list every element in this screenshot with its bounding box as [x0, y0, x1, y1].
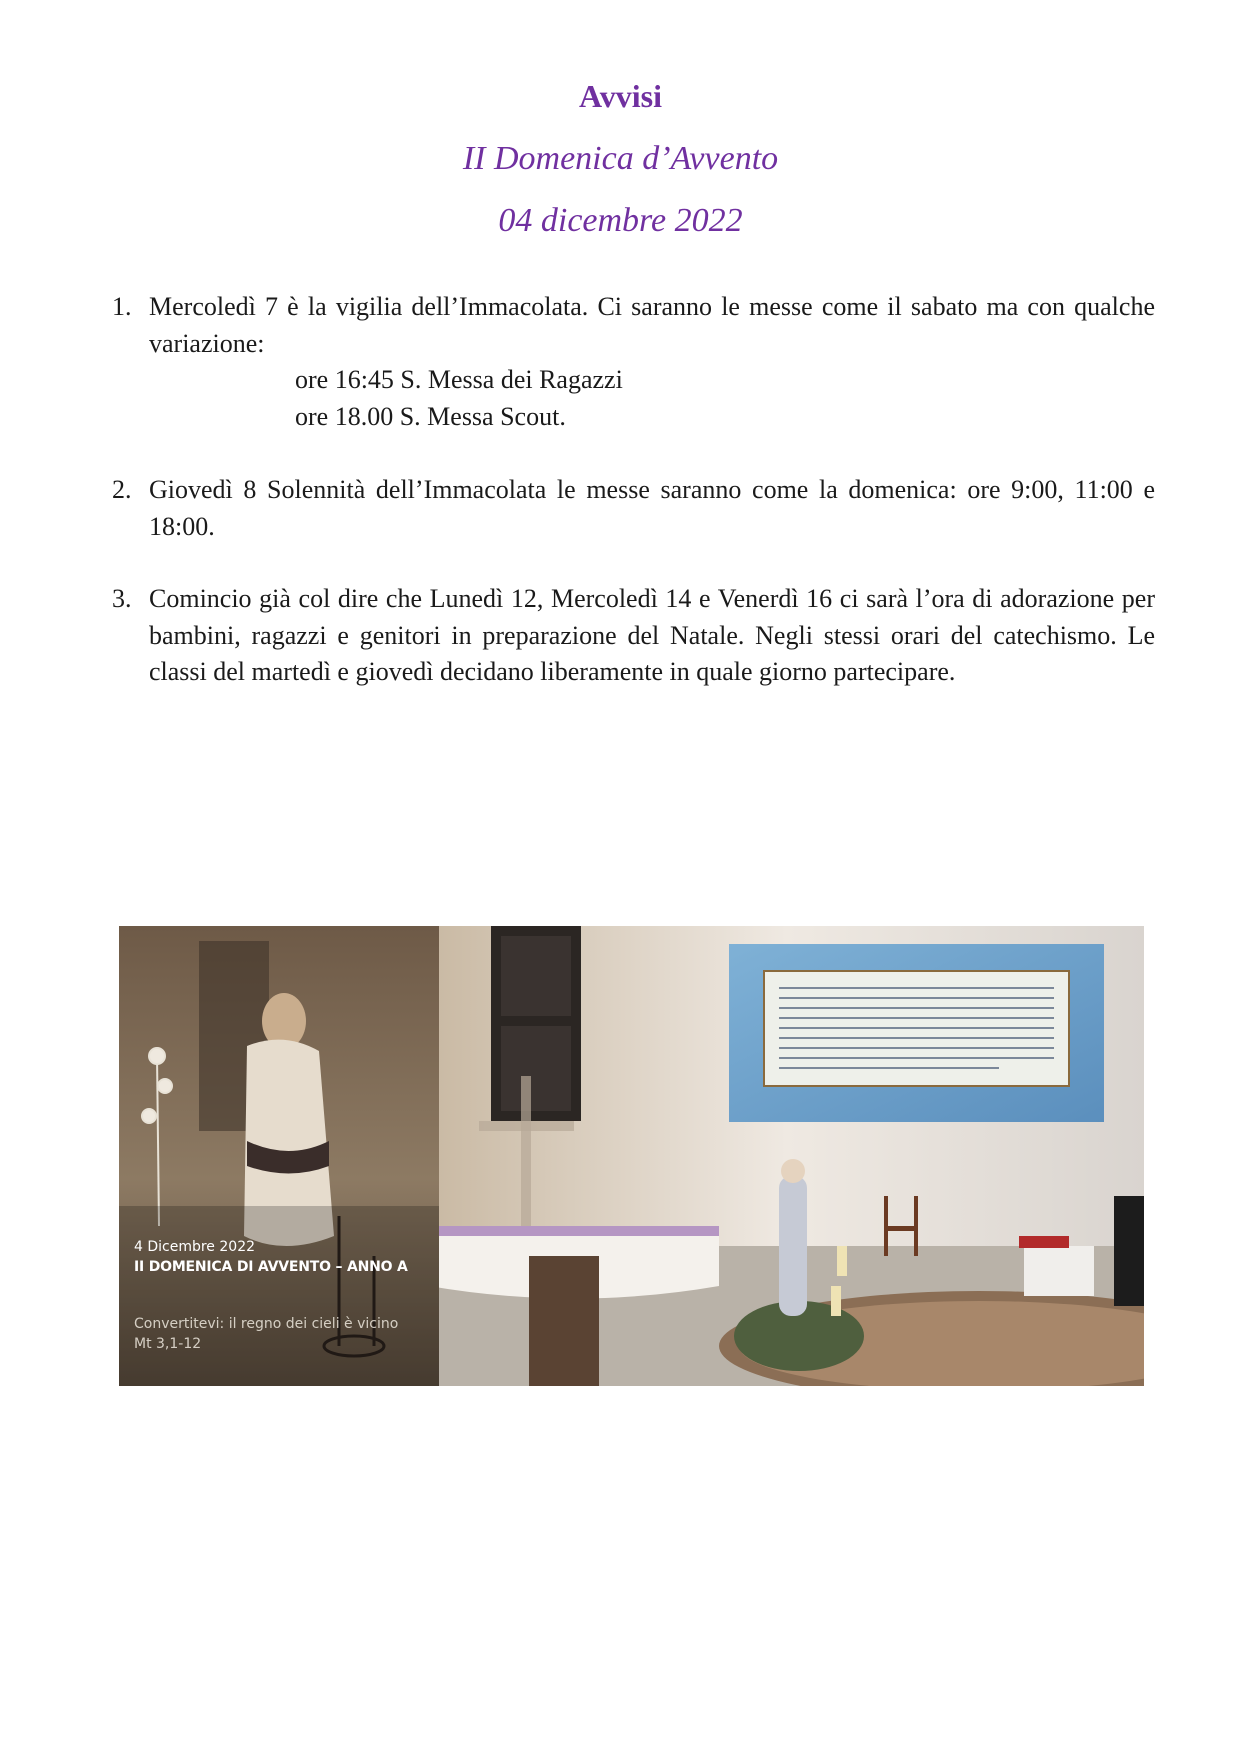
- list-item-text: Giovedì 8 Solennità dell’Immacolata le messe saranno come la domenica: ore 9:00, 11:00 e 18:00.: [149, 475, 1155, 541]
- list-item-text: Comincio già col dire che Lunedì 12, Mercoledì 14 e Venerdì 16 ci sarà l’ora di adorazione per bambini, ragazzi e genitori in preparazione del Natale. Negli stessi orari del catechismo. Le classi del martedì e giovedì decidano liberamente in quale giorno partecipare.: [149, 584, 1155, 686]
- list-item: [112, 289, 1155, 435]
- caption-date: 4 Dicembre 2022: [134, 1239, 256, 1255]
- church-photo-banner: [119, 926, 1144, 1386]
- caption-title: II DOMENICA DI AVVENTO – ANNO A: [134, 1259, 408, 1275]
- list-item-number: 1.: [112, 292, 132, 321]
- page-date: 04 dicembre 2022: [498, 202, 743, 239]
- list-item: [112, 472, 1155, 545]
- schedule-line: ore 16:45 S. Messa dei Ragazzi: [295, 365, 623, 394]
- page-title: Avvisi: [579, 78, 662, 114]
- caption-reference: Mt 3,1-12: [134, 1336, 202, 1352]
- list-item: [112, 581, 1155, 691]
- list-item-number: 3.: [112, 584, 132, 613]
- list-item-number: 2.: [112, 475, 132, 504]
- list-item-text: Mercoledì 7 è la vigilia dell’Immacolata. Ci saranno le messe come il sabato ma con qualche variazione:: [149, 292, 1155, 358]
- caption-verse: Convertitevi: il regno dei cieli è vicino: [134, 1316, 399, 1332]
- schedule-line: ore 18.00 S. Messa Scout.: [295, 401, 566, 431]
- page-subtitle: II Domenica d’Avvento: [462, 140, 779, 177]
